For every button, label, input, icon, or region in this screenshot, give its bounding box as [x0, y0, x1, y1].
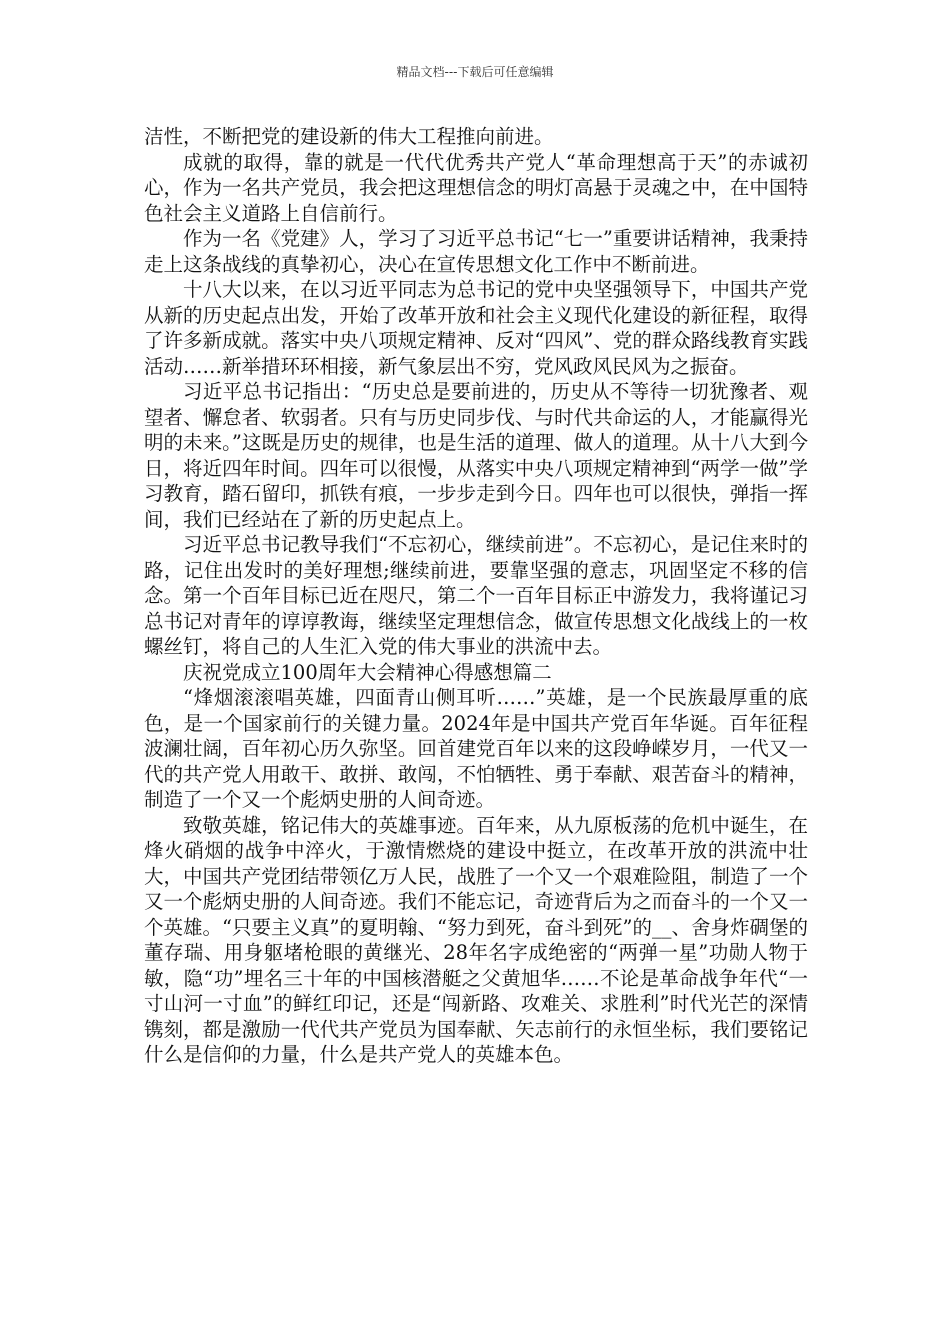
paragraph-continuation: 洁性，不断把党的建设新的伟大工程推向前进。	[144, 125, 554, 148]
paragraph: 习近平总书记指出：“历史总是要前进的，历史从不等待一切犹豫者、观望者、懈怠者、软弱者。只有与历史同步伐、与时代共命运的人，才能赢得光明的未来。”这既是历史的规律，也是生活的道理、做人的道理。从十八大到今日，将近四年时间。四年可以很慢，从落实中央八项规定精神到“两学一做”学习教育，踏石留印，抓铁有痕，一步步走到今日。四年也可以很快，弹指一挥间，我们已经站在了新的历史起点上。	[144, 380, 808, 531]
paragraph: “烽烟滚滚唱英雄，四面青山侧耳听……”英雄，是一个民族最厚重的底色，是一个国家前行的关键力量。2024年是中国共产党百年华诞。百年征程波澜壮阔，百年初心历久弥坚。回首建党百年以来的这段峥嵘岁月，一代又一代的共产党人用敢干、敢拼、敢闯，不怕牺牲、勇于奉献、艰苦奋斗的精神，制造了一个又一个彪炳史册的人间奇迹。	[144, 686, 808, 811]
paragraph: 致敬英雄，铭记伟大的英雄事迹。百年来，从九原板荡的危机中诞生，在烽火硝烟的战争中淬火，于激情燃烧的建设中挺立，在改革开放的洪流中壮大，中国共产党团结带领亿万人民，战胜了一个又一个艰难险阻，制造了一个又一个彪炳史册的人间奇迹。我们不能忘记，奇迹背后为之而奋斗的一个又一个英雄。“只要主义真”的夏明翰、“努力到死，奋斗到死”的__、舍身炸碉堡的董存瑞、用身躯堵枪眼的黄继光、28年名字成绝密的“两弹一星”功勋人物于敏，隐“功”埋名三十年的中国核潜艇之父黄旭华……不论是革命战争年代“一寸山河一寸血”的鲜红印记，还是“闯新路、攻难关、求胜利”时代光芒的深情镌刻，都是激励一代代共产党员为国奉献、矢志前行的永恒坐标，我们要铭记什么是信仰的力量，什么是共产党人的英雄本色。	[144, 813, 808, 1066]
document-body	[144, 124, 808, 1068]
paragraph: 作为一名《党建》人，学习了习近平总书记“七一”重要讲话精神，我秉持走上这条战线的真挚初心，决心在宣传思想文化工作中不断前进。	[144, 227, 808, 276]
section-heading: 庆祝党成立100周年大会精神心得感想篇二	[183, 660, 552, 684]
paragraph: 十八大以来，在以习近平同志为总书记的党中央坚强领导下，中国共产党从新的历史起点出发，开始了改革开放和社会主义现代化建设的新征程，取得了许多新成就。落实中央八项规定精神、反对“四风”、党的群众路线教育实践活动……新举措环环相接，新气象层出不穷，党风政风民风为之振奋。	[144, 278, 808, 378]
page-header: 精品文档---下载后可任意编辑	[396, 65, 554, 79]
paragraph: 习近平总书记教导我们“不忘初心，继续前进”。不忘初心，是记住来时的路，记住出发时的美好理想;继续前进，要靠坚强的意志，巩固坚定不移的信念。第一个百年目标已近在咫尺，第二个一百年目标正中游发力，我将谨记习总书记对青年的谆谆教诲，继续坚定理想信念，做宣传思想文化战线上的一枚螺丝钉，将自己的人生汇入党的伟大事业的洪流中去。	[144, 533, 808, 658]
paragraph: 成就的取得，靠的就是一代代优秀共产党人“革命理想高于天”的赤诚初心，作为一名共产党员，我会把这理想信念的明灯高悬于灵魂之中，在中国特色社会主义道路上自信前行。	[144, 150, 808, 225]
